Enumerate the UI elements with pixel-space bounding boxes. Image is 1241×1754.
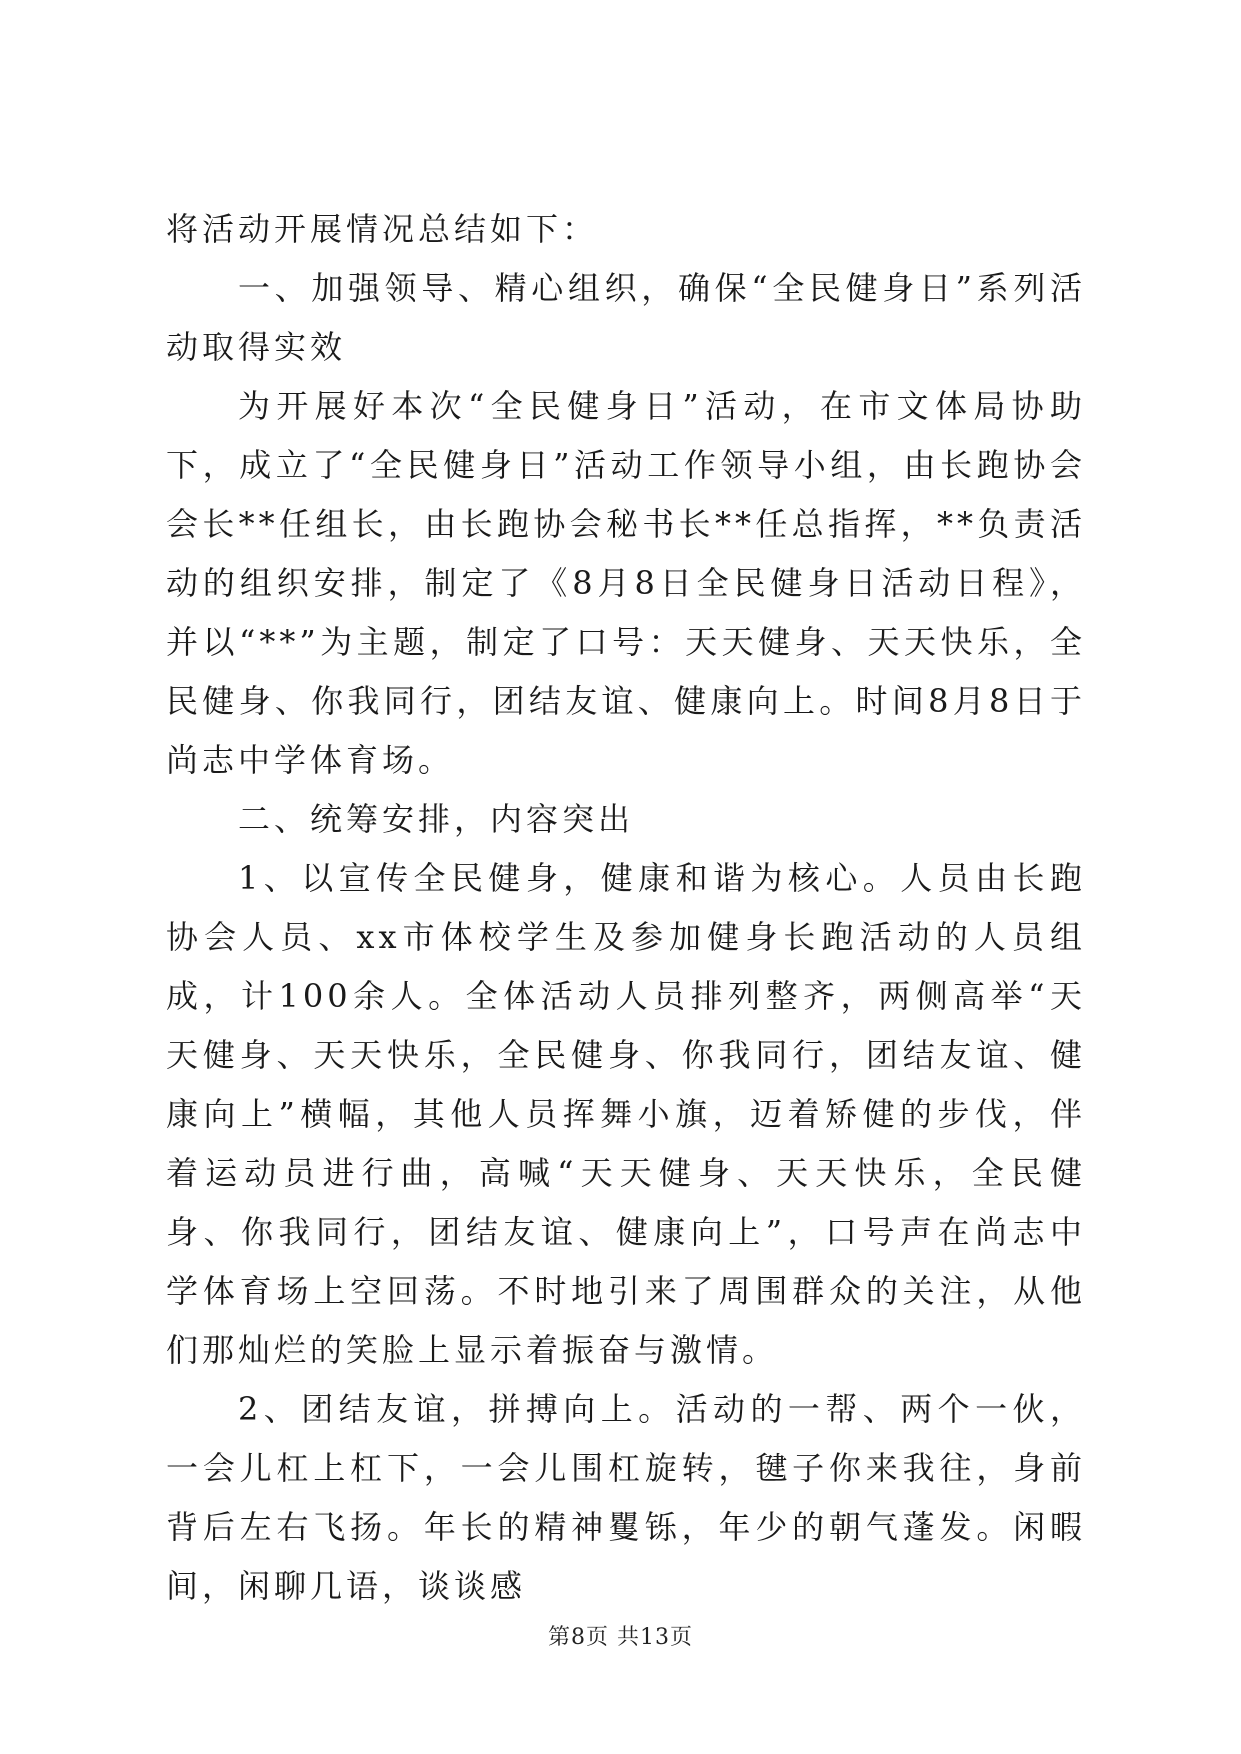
paragraph-leadership: 为开展好本次“全民健身日”活动，在市文体局协助下，成立了“全民健身日”活动工作领导小组，由长跑协会会长**任组长，由长跑协会秘书长**任总指挥，**负责活动的组织安排，制定了《8月8日全民健身日活动日程》，并以“**”为主题，制定了口号：天天健身、天天快乐，全民健身、你我同行，团结友谊、健康向上。时间8月8日于尚志中学体育场。 bbox=[166, 387, 1086, 779]
paragraph-item-1: 1、以宣传全民健身，健康和谐为核心。人员由长跑协会人员、xx市体校学生及参加健身长跑活动的人员组成，计100余人。全体活动人员排列整齐，两侧高举“天天健身、天天快乐，全民健身、你我同行，团结友谊、健康向上”横幅，其他人员挥舞小旗，迈着矫健的步伐，伴着运动员进行曲，高喊“天天健身、天天快乐，全民健身、你我同行，团结友谊、健康向上”，口号声在尚志中学体育场上空回荡。不时地引来了周围群众的关注，从他们那灿烂的笑脸上显示着振奋与激情。 bbox=[166, 859, 1086, 1369]
document-body bbox=[166, 200, 1086, 1616]
paragraph-item-2: 2、团结友谊，拼搏向上。活动的一帮、两个一伙，一会儿杠上杠下，一会儿围杠旋转，毽子你来我往，身前背后左右飞扬。年长的精神矍铄，年少的朝气蓬发。闲暇间，闲聊几语，谈谈感 bbox=[166, 1390, 1086, 1605]
section-heading-2: 二、统筹安排，内容突出 bbox=[238, 800, 635, 838]
paragraph-intro: 将活动开展情况总结如下： bbox=[166, 210, 599, 248]
section-heading-1: 一、加强领导、精心组织，确保“全民健身日”系列活动取得实效 bbox=[166, 269, 1086, 366]
page-footer: 第8页 共13页 bbox=[548, 1625, 693, 1650]
